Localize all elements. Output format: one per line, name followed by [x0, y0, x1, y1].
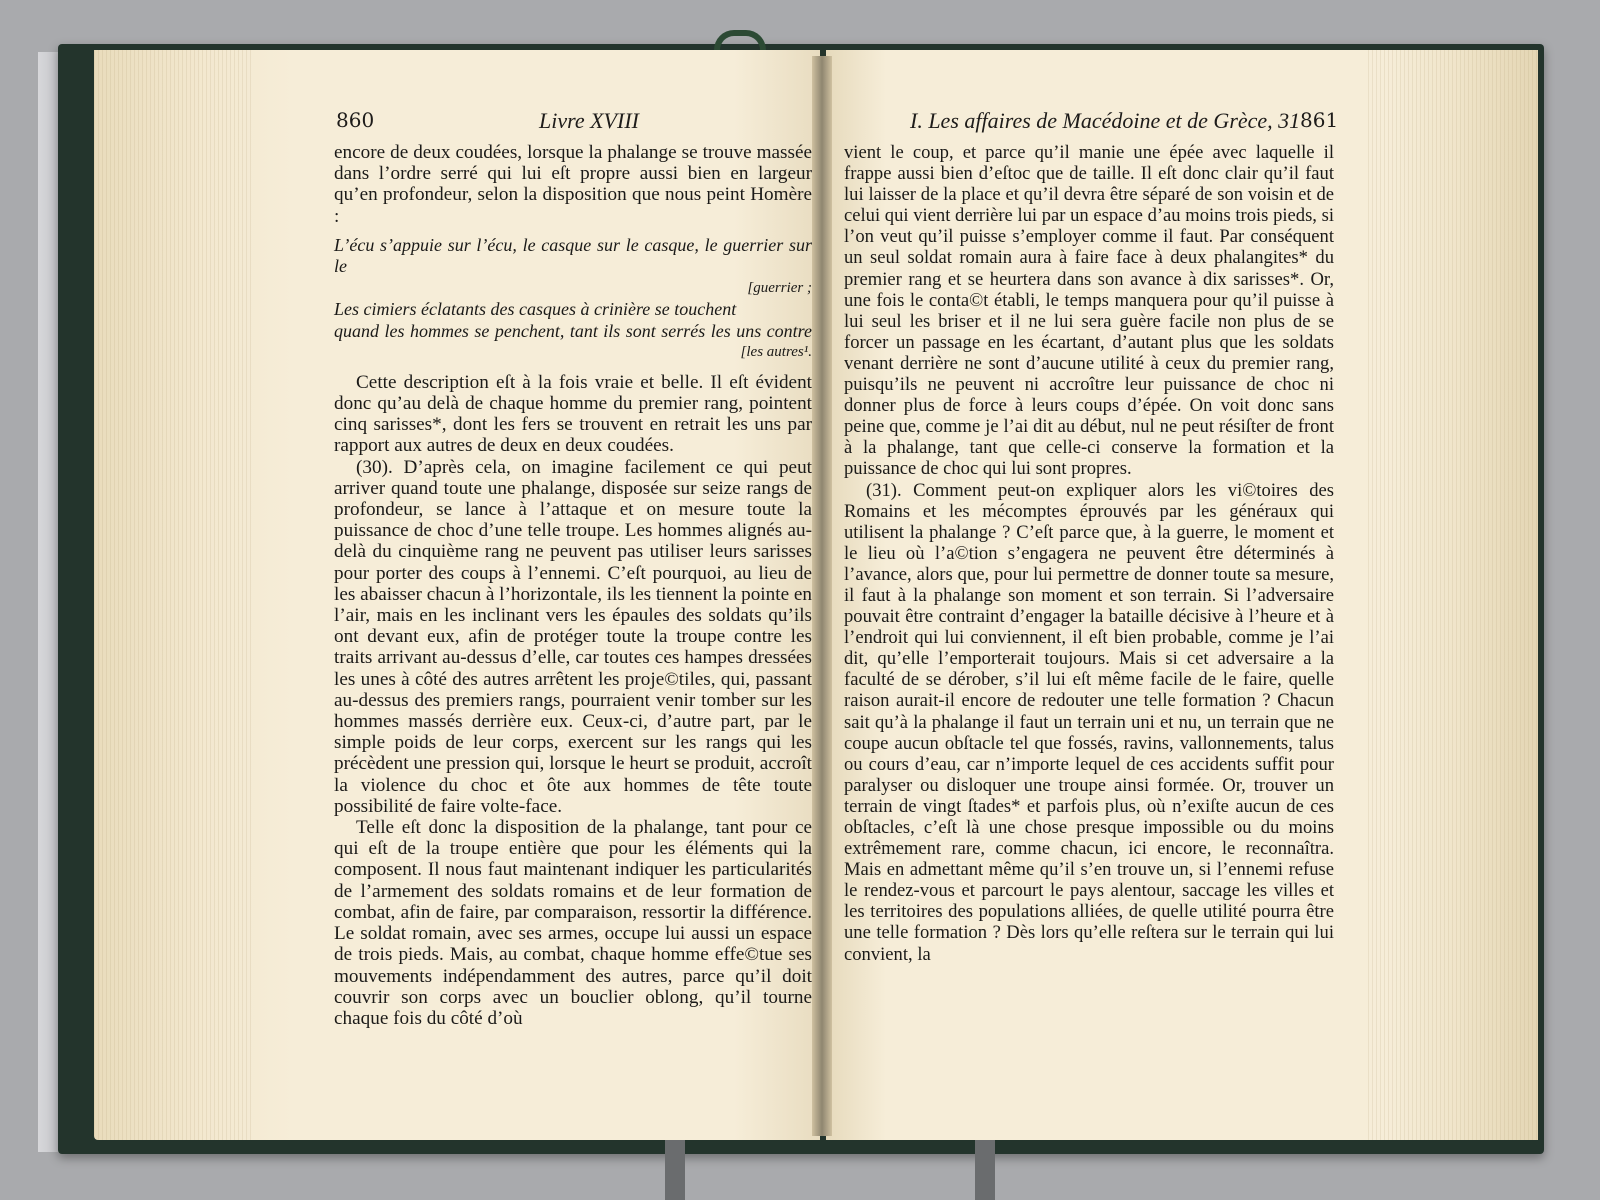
verse-line-2: Les cimiers éclatants des casques à crinière se touchent [334, 299, 737, 320]
right-running-head [910, 108, 1300, 138]
left-paragraph-4: Telle eſt donc la disposition de la phalange, tant pour ce qui eſt de la troupe entière que pour les éléments qui la composent. Il nous faut maintenant indiquer les particularités de l’armement des soldats romains et de leur formation de combat, afin de faire, par comparaison, ressortir la différence. Le soldat romain, avec ses armes, occupe lui aussi un espace de trois pieds. Mais, au combat, chaque homme effe©tue ses mouvements indépendamment des autres, parce qu’il doit couvrir son corps avec un bouclier oblong, qu’il tourne chaque fois du côté d’où [334, 817, 812, 1029]
left-paragraph-3: (30). D’après cela, on imagine facilement ce qui peut arriver quand toute une phalange, disposée sur seize rangs de profondeur, se lance à l’attaque et on mesure toute la puissance de choc d’une telle troupe. Les hommes alignés au-delà du cinquième rang ne peuvent pas utiliser leurs sarisses pour porter des coups à l’ennemi. C’eſt pourquoi, au lieu de les abaisser chacun à l’horizontale, ils les tiennent la pointe en l’air, mais en les inclinant vers les épaules des soldats qu’ils ont devant eux, afin de protéger toute la troupe contre les traits arrivant au-dessus d’elle, car toutes ces hampes dressées les unes à côté des autres arrêtent les proje©tiles, qui, passant au-dessus des premiers rangs, pourraient venir tomber sur les hommes massés derrière eux. Ceux-ci, d’autre part, par le simple poids de leur corps, exercent sur les rangs qui les précèdent une pression qui, lorsque le heurt se produit, accroît la violence du choc et ôte aux hommes de tête toute possibilité de faire volte-face. [334, 456, 812, 817]
left-paragraph-2: Cette description eſt à la fois vraie et belle. Il eſt évident donc qu’au delà de chaque homme du premier rang, pointent cinq sarisses*, dont les fers se trouvent en retrait les uns par rapport aux autres de deux en deux coudées. [334, 371, 812, 457]
verse-line-1-cont: [guerrier ; [747, 279, 812, 296]
left-running-head-text: Livre XVIII [539, 108, 639, 133]
left-running-head [539, 108, 639, 138]
left-paragraph-1: encore de deux coudées, lorsque la phalange se trouve massée dans l’ordre serré qui lui eſt propre aussi bien en largeur qu’en profondeur, selon la disposition que nous peint Homère : [334, 142, 812, 227]
verse-line-3: quand les hommes se penchent, tant ils sont serrés les uns contre [334, 320, 812, 341]
right-running-head-text: I. Les affaires de Macédoine et de Grèce, 31 [910, 108, 1301, 133]
verse-line-1: L’écu s’appuie sur l’écu, le casque sur le casque, le guerrier sur le [334, 234, 812, 277]
right-page [826, 50, 1538, 1140]
right-paragraph-2: (31). Comment peut-on expliquer alors les vi©toires des Romains et les mécomptes éprouvés par les généraux qui utilisent la phalange ? C’eſt parce que, à la guerre, le moment et le lieu où l’a©tion s’engagera ne peuvent être déterminés à l’avance, alors que, pour lui permettre de donner toute sa mesure, il faut à la phalange son moment et son terrain. Si l’adversaire pouvait être contraint d’engager la bataille décisive à l’heure et à l’endroit qui lui conviennent, il eſt bien probable, comme je l’ai dit, qu’elle l’emporterait toujours. Mais si cet adversaire a la faculté de se dérober, s’il lui eſt même facile de le faire, quelle raison aurait-il encore de redouter une telle formation ? Chacun sait qu’à la phalange il faut un terrain uni et nu, un terrain que ne coupe aucun obſtacle tel que fossés, ravins, vallonnements, talus ou cours d’eau, car n’importe lequel de ces accidents suffit pour paralyser ou disloquer une troupe ainsi formée. Or, trouver un terrain de vingt ſtades* et parfois plus, où n’exiſte aucun de ces obſtacles, c’eſt là une chose presque impossible ou du moins extrêmement rare, comme chacun, ici encore, le reconnaîtra. Mais en admettant même qu’il s’en trouve un, si l’ennemi refuse le rendez-vous et parcourt le pays alentour, saccage les villes et les territoires des populations alliées, de quelle utilité pourra être une telle formation ? Dès lors qu’elle reſtera sur le terrain qui lui convient, la [844, 479, 1334, 965]
right-body-text [844, 142, 1334, 965]
left-body-text [334, 142, 812, 1029]
left-page [94, 50, 820, 1140]
right-paragraph-1: vient le coup, et parce qu’il manie une épée avec laquelle il frappe aussi bien d’eſtoc que de taille. Il eſt donc clair qu’il faut lui laisser de la place et qu’il devra être séparé de son voisin et de celui qui vient derrière lui par un espace d’au moins trois pieds, si l’on veut qu’il puisse s’employer comme il faut. Par conséquent un seul soldat romain aura à faire face à deux phalangites* du premier rang et se heurtera dans son avance à dix sarisses*. Or, une fois le conta©t établi, le temps manquera pour qu’il puisse à lui seul les briser et il ne lui sera guère facile non plus de se forcer un passage en les écartant, d’autant plus que les soldats venant derrière ne sont d’aucune utilité à ceux du premier rang, puisqu’ils ne peuvent ni accroître leur puissance de choc ni donner plus de force à leurs coups d’épée. On voit donc sans peine que, comme je l’ai dit au début, nul ne peut résiſter de front à la phalange, tant que celle-ci conserve la formation et la puissance de choc qui lui sont propres. [844, 142, 1335, 480]
page-edges-left [94, 50, 254, 1140]
right-page-number: 861 [1300, 108, 1339, 132]
homer-quotation [334, 235, 812, 364]
verse-line-3-cont: [les autres¹. [740, 344, 812, 361]
left-page-number: 860 [336, 108, 375, 132]
book-gutter [812, 56, 832, 1136]
page-edges-right [1368, 50, 1538, 1140]
